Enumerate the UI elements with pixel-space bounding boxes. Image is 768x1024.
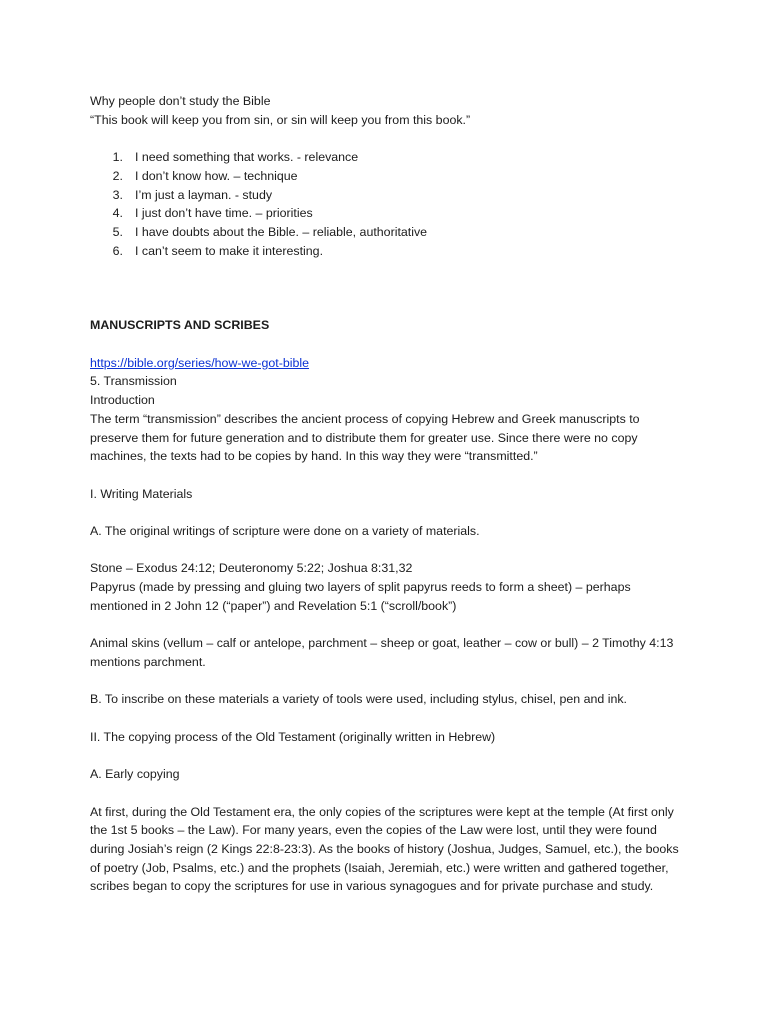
animal-skins-text: Animal skins (vellum – calf or antelope, parchment – sheep or goat, leather – cow or bull) – 2 Timothy 4:13 mentions parchment.: [90, 636, 674, 669]
spacer: [90, 672, 680, 691]
list-number: 6.: [112, 243, 123, 258]
intro-quote: “This book will keep you from sin, or sin will keep you from this book.”: [90, 112, 471, 127]
introduction-label: Introduction: [90, 393, 155, 408]
source-link[interactable]: https://bible.org/series/how-we-got-bible: [90, 355, 310, 370]
spacer: [90, 784, 680, 803]
introduction-paragraph: The term “transmission” describes the ancient process of copying Hebrew and Greek manuscripts to preserve them for future generation and to distribute them for greater use. Since there were no copy machines, the texts had to be copies by hand. In this way they were “transmitted.”: [90, 411, 640, 464]
papyrus-text: Papyrus (made by pressing and gluing two layers of split papyrus reeds to form a sheet) – perhaps mentioned in 2 John 12 (“paper”) and Revelation 5:1 (“scroll/book”): [90, 580, 631, 613]
section-heading: MANUSCRIPTS AND SCRIBES: [90, 318, 270, 333]
intro-title: Why people don’t study the Bible: [90, 94, 271, 108]
spacer: [90, 616, 680, 635]
list-item: [90, 167, 680, 186]
list-number: 2.: [112, 168, 123, 183]
list-number: 3.: [112, 187, 123, 202]
list-item: [90, 148, 680, 167]
list-number: 1.: [112, 150, 123, 165]
stone-text: Stone – Exodus 24:12; Deuteronomy 5:22; Joshua 8:31,32: [90, 561, 413, 576]
spacer: [90, 298, 680, 317]
part-a-text: A. The original writings of scripture were done on a variety of materials.: [90, 524, 480, 539]
spacer: [90, 466, 680, 485]
part-b-text: B. To inscribe on these materials a variety of tools were used, including stylus, chisel, pen and ink.: [90, 692, 627, 707]
spacer: [90, 541, 680, 560]
chapter-title: 5. Transmission: [90, 374, 177, 389]
early-copying-heading: A. Early copying: [90, 767, 180, 782]
reasons-list: [90, 148, 680, 260]
list-text: I have doubts about the Bible. – reliable, authoritative: [135, 224, 428, 239]
writing-materials-heading: I. Writing Materials: [90, 486, 193, 501]
list-text: I just don’t have time. – priorities: [135, 206, 313, 221]
list-item: [90, 242, 680, 261]
list-number: 5.: [112, 224, 123, 239]
spacer: [90, 279, 680, 298]
early-copying-paragraph: At first, during the Old Testament era, the only copies of the scriptures were kept at the temple (At first only the 1st 5 books – the Law). For many years, even the copies of the Law were lost, until they were found during Josiah’s reign (2 Kings 22:8-23:3). As the books of history (Joshua, Judges, Samuel, etc.), the books of poetry (Job, Psalms, etc.) and the prophets (Isaiah, Jeremiah, etc.) were written and gathered together, scribes began to copy the scriptures for use in various synagogues and for private purchase and study.: [90, 804, 679, 894]
list-item: [90, 223, 680, 242]
list-text: I don’t know how. – technique: [135, 168, 298, 183]
spacer: [90, 709, 680, 728]
list-text: I need something that works. - relevance: [135, 150, 359, 165]
document-page: [90, 92, 680, 896]
copying-process-heading: II. The copying process of the Old Testament (originally written in Hebrew): [90, 729, 496, 744]
list-number: 4.: [112, 206, 123, 221]
spacer: [90, 746, 680, 765]
spacer: [90, 335, 680, 354]
list-text: I can’t seem to make it interesting.: [135, 243, 324, 258]
spacer: [90, 503, 680, 522]
spacer: [90, 129, 680, 148]
spacer: [90, 260, 680, 279]
list-item: [90, 186, 680, 205]
list-text: I’m just a layman. - study: [135, 187, 273, 202]
list-item: [90, 204, 680, 223]
